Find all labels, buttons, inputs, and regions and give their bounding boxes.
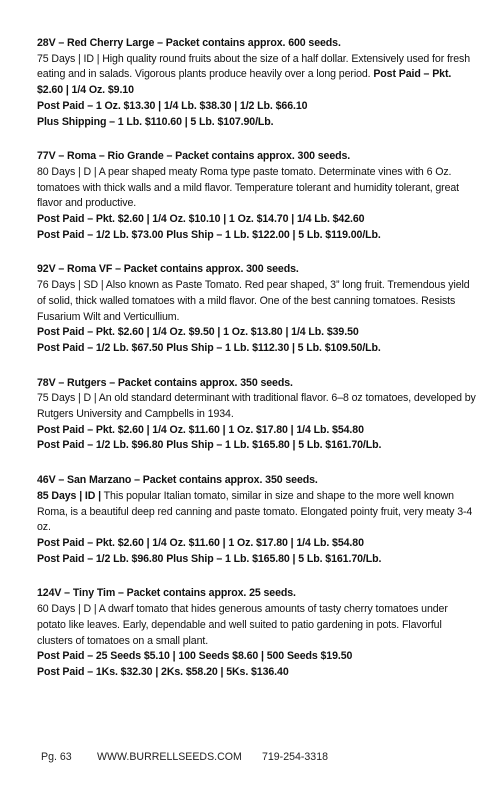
product-description-text: 75 Days | ID | High quality round fruits about the size of a half dollar. Extensively used for fresh eating and in salads. Vigorous plants produce heavily over a long period. [37,52,471,81]
product-description: 75 Days | D | An old standard determinant with traditional flavor. 6–8 oz tomatoes, developed by Rutgers University and Campbells in 1934. [37,392,476,421]
product-description-text: This popular Italian tomato, similar in size and shape to the more well known Roma, is a beautiful deep red canning and paste tomato. Elongated pointy fruit, very meaty 3-4 oz. [37,489,473,534]
product-entry-tiny-tim [37,586,477,680]
product-title: 28V – Red Cherry Large – Packet contains approx. 600 seeds. [37,37,341,49]
price-line: Post Paid – 1/2 Lb. $96.80 Plus Ship – 1 Lb. $165.80 | 5 Lb. $161.70/Lb. [37,552,382,565]
price-line: Post Paid – Pkt. $2.60 | 1/4 Oz. $9.50 | 1 Oz. $13.80 | 1/4 Lb. $39.50 [37,326,359,339]
catalog-page-content [37,36,477,700]
product-title: 77V – Roma – Rio Grande – Packet contains approx. 300 seeds. [37,150,351,163]
product-description-price: Post Paid – Pkt. $2.60 | 1/4 Oz. $9.10 [37,68,452,97]
product-title: 78V – Rutgers – Packet contains approx. 350 seeds. [37,376,293,389]
price-line: Post Paid – Pkt. $2.60 | 1/4 Oz. $10.10 | 1 Oz. $14.70 | 1/4 Lb. $42.60 [37,213,365,226]
product-description [37,489,477,536]
price-line: Post Paid – Pkt. $2.60 | 1/4 Oz. $11.60 | 1 Oz. $17.80 | 1/4 Lb. $54.80 [37,536,364,549]
price-line: Plus Shipping – 1 Lb. $110.60 | 5 Lb. $107.90/Lb. [37,115,274,128]
product-title: 124V – Tiny Tim – Packet contains approx. 25 seeds. [37,587,296,600]
price-line: Post Paid – 1 Oz. $13.30 | 1/4 Lb. $38.30 | 1/2 Lb. $66.10 [37,99,308,112]
product-description [37,52,477,99]
product-entry-roma-vf [37,262,477,356]
price-line: Post Paid – 25 Seeds $5.10 | 100 Seeds $8.60 | 500 Seeds $19.50 [37,650,353,663]
product-entry-roma-rio-grande [37,149,477,243]
website-link: WWW.BURRELLSEEDS.COM [97,751,242,763]
product-entry-rutgers [37,376,477,455]
product-title: 46V – San Marzano – Packet contains approx. 350 seeds. [37,474,318,487]
price-line: Post Paid – 1Ks. $32.30 | 2Ks. $58.20 | 5Ks. $136.40 [37,665,289,678]
product-description: 80 Days | D | A pear shaped meaty Roma type paste tomato. Determinate vines with 6 Oz. tomatoes with thick walls and a mild flavor. Temperature tolerant and humidity tolerant, great flavor and productive. [37,165,460,210]
price-line: Post Paid – Pkt. $2.60 | 1/4 Oz. $11.60 | 1 Oz. $17.80 | 1/4 Lb. $54.80 [37,423,364,436]
product-entry-san-marzano [37,473,477,567]
product-description: 76 Days | SD | Also known as Paste Tomato. Red pear shaped, 3” long fruit. Tremendous yield of solid, thick walled tomatoes with a mild flavor. One of the best canning tomatoes. Resists Fusarium Wilt and Verticullium. [37,279,470,323]
product-description-lead: 85 Days | ID | [37,489,102,502]
product-entry-red-cherry-large [37,36,477,130]
phone-number: 719-254-3318 [262,751,328,763]
product-title: 92V – Roma VF – Packet contains approx. 300 seeds. [37,263,299,276]
price-line: Post Paid – 1/2 Lb. $73.00 Plus Ship – 1 Lb. $122.00 | 5 Lb. $119.00/Lb. [37,228,381,241]
page-footer [41,750,328,764]
price-line: Post Paid – 1/2 Lb. $67.50 Plus Ship – 1 Lb. $112.30 | 5 Lb. $109.50/Lb. [37,341,381,354]
product-description: 60 Days | D | A dwarf tomato that hides generous amounts of tasty cherry tomatoes under potato like leaves. Early, dependable and well suited to patio gardening in pots. Flavorful clusters of tomatoes on a small plant. [37,603,448,647]
price-line: Post Paid – 1/2 Lb. $96.80 Plus Ship – 1 Lb. $165.80 | 5 Lb. $161.70/Lb. [37,439,382,452]
page-number: Pg. 63 [41,751,72,763]
